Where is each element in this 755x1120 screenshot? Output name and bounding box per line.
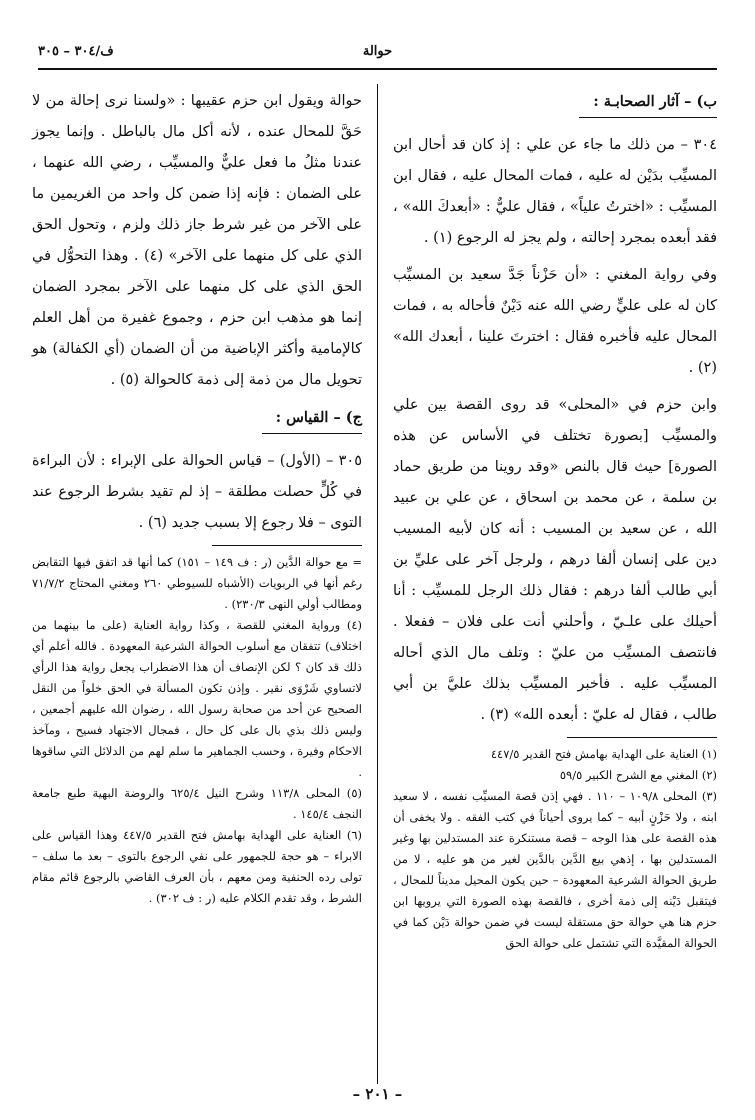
left-column [32,86,362,909]
footnote-continued: = مع حوالة الدَّين (ر : ف ١٤٩ – ١٥١) كما أنها قد اتفق فيها التقابض رغم أنها في الربويات (الأشباه للسيوطي ٢٦٠ ومغني المحتاج ٧١/٧/٢ ومطالب أولي النهى ٢٣٠/٣) . [32,555,363,611]
section-heading-companions: ب) – آثار الصحابـة : [579,86,717,118]
footnote-2: (٢) المغني مع الشرح الكبير ٥٩/٥ [559,768,717,782]
footnote-rule [567,737,717,738]
footnote-3: (٣) المحلى ١٠٩/٨ – ١١٠ . فهي إذن قصة المسيِّب نفسه ، لا سعيد ابنه ، ولا حَزْنٍ أبيه – كما يروى أحياناً في كتب الفقه . ولا يخفى أن هذه القصة على هذا الوجه – قصة مستنكرة عند المستدلين بها وغير المستدلين بها ، إذهي بيع الدَّين بالدَّين لغير من هو عليه ، لا من طريق الحوالة الشرعية المعهودة – حين يكون المحيل مديناً للمحال ، فيتقبل دَيْنه إلى ذمة أخرى ، فالقصة بهذه الصورة التي يرويها ابن حزم هنا هي حوالة حق مستقلة ليست في ضمن حوالة دَيْن كما في الحوالة المقيَّدة التي تشتمل على حوالة الحق [393,789,717,950]
header-title: حوالة [362,44,393,59]
paragraph-ibn-hazm-continued: حوالة ويقول ابن حزم عقيبها : «ولسنا نرى إحالة من لا حَقَّ للمحال عنده ، لأنه أكل مال بالباطل . وإنما يجوز عندنا مثلُ ما فعل عليٌّ والمسيِّب ، رضي الله عنهما ، على الضمان : فإنه إذا ضمن كل واحد من الغريمين ما على الآخر من غير شرط جاز ذلك ولزم ، وتحول الحق الذي على كل منهما على الآخر» (٤) . وهذا التحوُّل في الحق الذي على كل منهما على الآخر بمجرد الضمان إنما هو مذهب ابن حزم ، وجموع غفيرة من أهل العلم كالإمامية وأكثر الإباضية من أن الضمان (أي الكفالة) هو تحويل مال من ذمة إلى ذمة كالحوالة (٥) . [32,93,362,388]
footnotes-left [32,552,362,909]
paragraph-304: ٣٠٤ – من ذلك ما جاء عن علي : إذ كان قد أحال ابن المسيِّب بدَيْن له عليه ، فمات المحال عليه ، فقال ابن المسيِّب : «اخترتُ علياً» ، فقال عليٌّ : «أبعدكَ الله» ، فقد أبعده بمجرد إحالته ، ولم يجز له الرجوع (١) . [393,137,717,246]
footnotes-right [393,744,717,954]
footnote-4: (٤) ورواية المغني للقصة ، وكذا رواية العناية (على ما بينهما من اختلاف) تتفقان مع أسلوب الحوالة الشرعية المعهودة . فالله أعلم أي ذلك قد كان ؟ لكن الإنصاف أن هذا الاضطراب يجعل رواية هذا الرأي لاتساوي شَرْوَى نقير . وإذن تكون المسألة في الحق خلواً من النقل الصحيح عن أحد من صحابة رسول الله ، رضوان الله عليهم أجمعين ، وليس ذلك بذي بال على كل حال ، فمجال الاجتهاد فسيح ، ومآخذ الاحكام وفيرة ، وحسب الجماهير ما سلم لهم من الدلائل التي ساقوها . [32,618,362,779]
right-column [393,86,717,954]
header-section-ref: ف/٣٠٤ – ٣٠٥ [38,44,114,59]
paragraph-305: ٣٠٥ – (الأول) – قياس الحوالة على الإبراء : لأن البراءة في كُلٍّ حصلت مطلقة – إذ لم تقيد بشرط الرجوع عند التوى – فلا رجوع إلا بسبب جديد (٦) . [32,453,362,531]
section-heading-analogy: ج) – القياس : [262,402,362,434]
paragraph-mughni: وفي رواية المغني : «أن حَزْناً جَدَّ سعيد بن المسيِّب كان له على عليٍّ رضي الله عنه دَيْنٌ فأحاله به ، فمات المحال عليه فأخبره فقال : اخترتَ علينا ، أبعدك الله» (٢) . [393,267,717,376]
paragraph-ibn-hazm: وابن حزم في «المحلى» قد روى القصة بين علي والمسيِّب [بصورة تختلف في الأساس عن هذه الصورة] حيث قال بالنص «وقد روينا من طريق حماد بن سلمة ، عن محمد بن اسحاق ، عن علي بن عبيد الله ، عن سعيد بن المسيب : أنه كان لأبيه المسيب دين على إنسان ألفا درهم ، ولرجل آخر على عليِّ بن أبي طالب ألفا درهم : فقال ذلك الرجل للمسيِّب : أنا أحيلك على علـيّ ، وأحلني أنت على فلان – ففعلا . فانتصف المسيِّب من عليّ : وتلف مال الذي أحاله المسيِّب عليه . فأخبر المسيِّب بذلك عليَّ بن أبي طالب ، فقال له عليّ : أبعده الله» (٣) . [393,397,717,723]
footnote-rule-left [212,545,362,546]
footnote-5: (٥) المحلى ١١٣/٨ وشرح النيل ٦٢٥/٤ والروضة البهية طبع جامعة النجف ١٤٥/٤ . [32,786,362,821]
running-header [38,38,717,70]
column-divider [377,84,378,1084]
footnote-1: (١) العناية على الهداية بهامش فتح القدير ٤٤٧/٥ [490,747,717,761]
page-number: – ٢٠١ – [352,1085,403,1103]
footnote-6: (٦) العناية على الهداية بهامش فتح القدير ٤٤٧/٥ وهذا القياس على الابراء – هو حجة للجمهور على نفي الرجوع بالتوى – بعد ما سلف – تولى رده الحنفية ومن معهم ، بأن العرف القاضي بالرجوع قائم مقام الشرط ، وقد تقدم الكلام عليه (ر : ف ٣٠٢) . [32,828,362,905]
